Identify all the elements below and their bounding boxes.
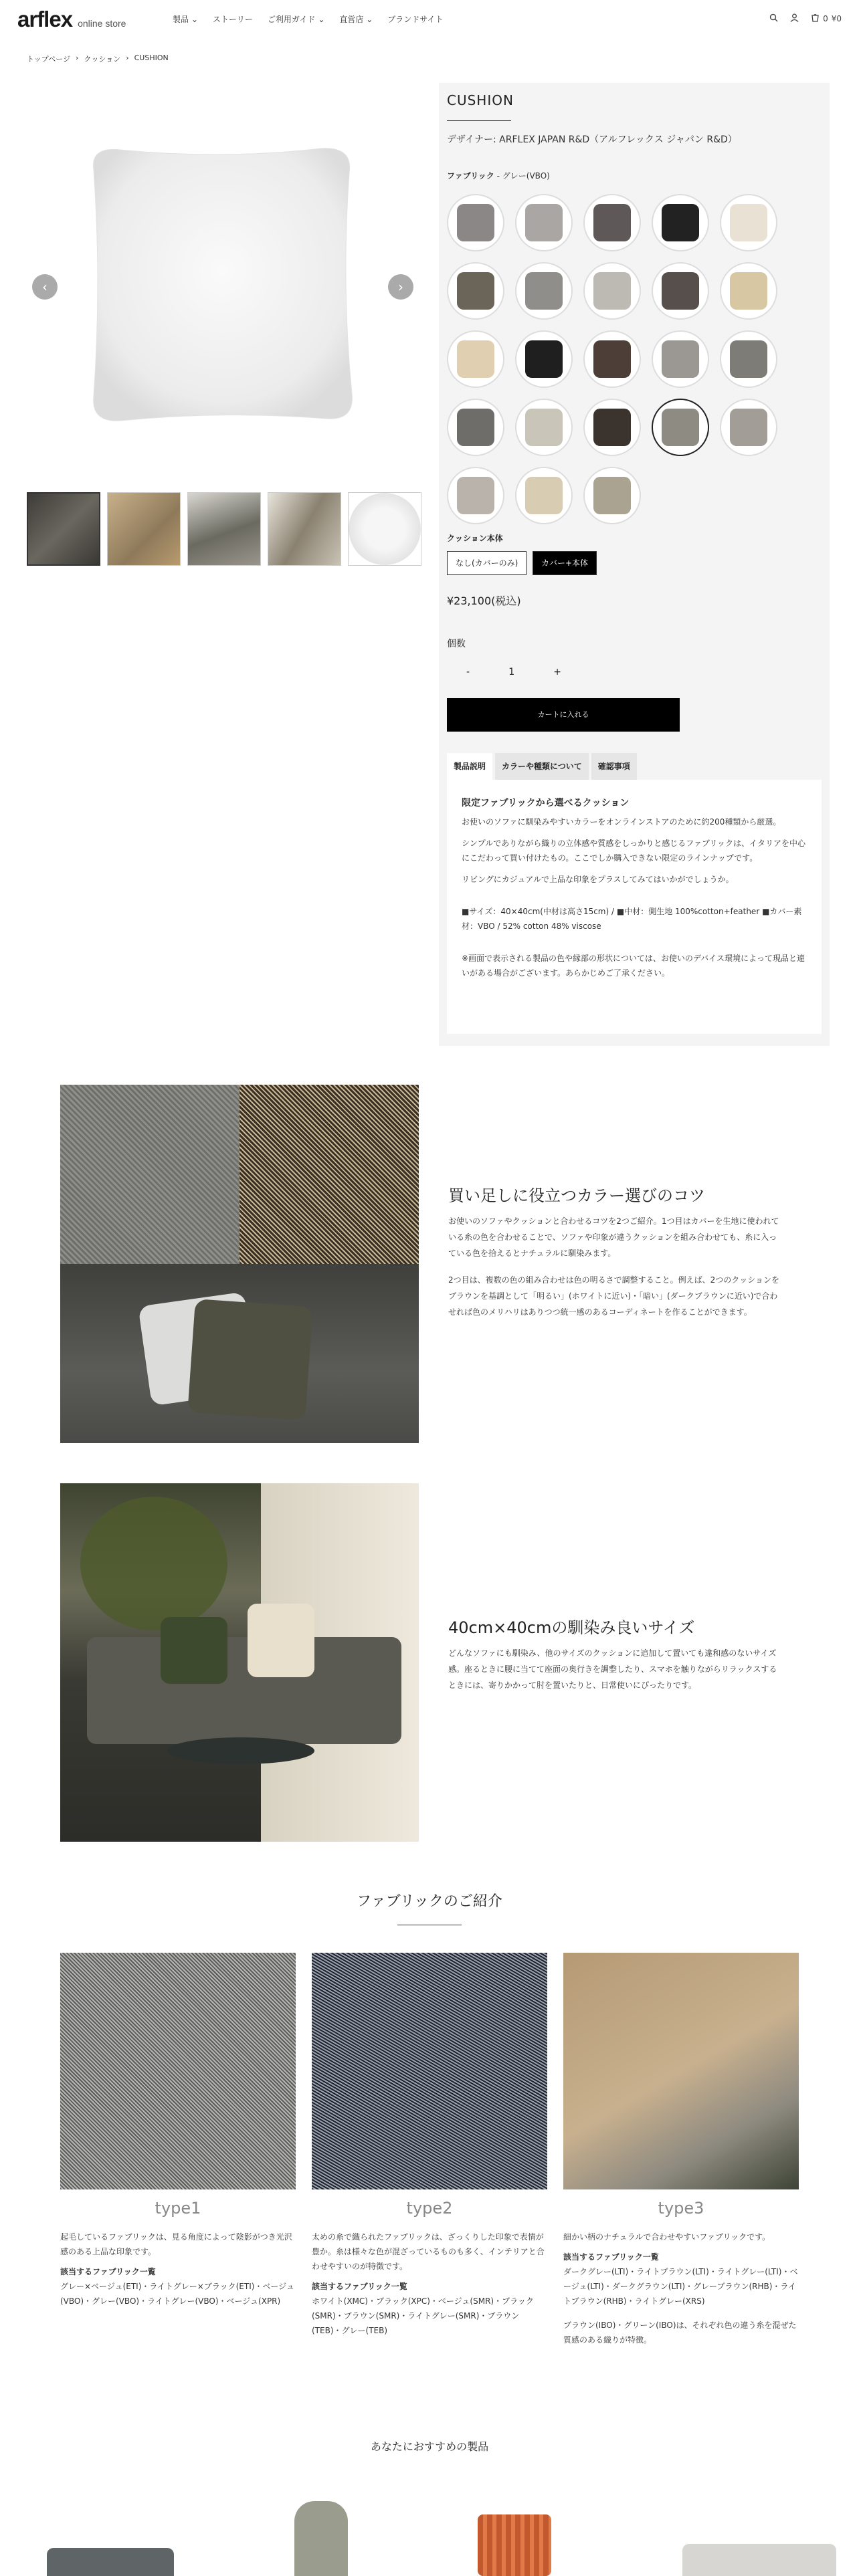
fabric-swatch-chip [525,409,563,446]
quantity-value[interactable]: 1 [508,667,515,677]
breadcrumb-cushion[interactable]: クッション [84,55,121,64]
description-paragraph: お使いのソファに馴染みやすいカラーをオンラインストアのために約200種類から厳選。 [462,817,781,827]
fabric-swatch[interactable] [515,330,573,388]
fabric-type2-name: type2 [406,2199,453,2218]
product-panel [439,83,830,1046]
fabric-swatch-chip [525,272,563,310]
gallery-next-button[interactable]: › [388,274,413,300]
cart-count: 0 [823,14,828,23]
description-paragraph: リビングにカジュアルで上品な印象をプラスしてみてはいかがでしょうか。 [462,875,734,884]
add-to-cart-button[interactable]: カートに入れる [447,698,680,732]
fabric-swatch-chip [593,409,631,446]
search-icon[interactable] [769,13,778,24]
sofa [87,1637,401,1744]
fabric-swatch[interactable] [447,467,504,524]
fabric-selected-value: - グレー(VBO) [496,171,550,181]
fabric-swatch[interactable] [515,194,573,251]
nav-item-brand-site[interactable]: ブランドサイト [387,15,444,24]
fabric-swatch-chip [730,272,767,310]
main-product-image [27,83,419,484]
fabric-swatch-chip [593,477,631,514]
fabric-swatch-chip [662,340,699,378]
fabric-swatch-chip [730,340,767,378]
fabric-swatch-chip [457,204,494,241]
cart-total: ¥0 [831,14,842,23]
fabric-intro-title: ファブリックのご紹介 [357,1893,502,1910]
fabric-label [447,170,550,181]
fabric-swatch[interactable] [583,467,641,524]
thumbnail[interactable] [107,492,181,566]
fabric-swatch[interactable] [447,194,504,251]
fabric-swatch-chip [662,409,699,446]
recommended-chair-orange[interactable] [478,2514,551,2576]
fabric-swatch[interactable] [583,262,641,320]
gallery-prev-button[interactable]: ‹ [32,274,58,300]
fabric-list-label: 該当するファブリック一覧 [60,2267,156,2276]
recommended-sofa-gray[interactable] [47,2548,174,2576]
section1-text [448,1188,783,1320]
logo-wordmark: arflex [17,7,73,31]
fabric-list-label: 該当するファブリック一覧 [312,2282,407,2291]
fabric-closeup-brown [240,1085,419,1264]
logo[interactable] [17,7,126,32]
fabric-type-description: 細かい柄のナチュラルで合わせやすいファブリックです。 [563,2232,771,2242]
fabric-swatch[interactable] [720,262,777,320]
tab-description[interactable]: 製品説明 [447,753,492,780]
description-panel [447,780,822,1034]
fabric-swatch-chip [662,272,699,310]
fabric-swatch[interactable] [447,330,504,388]
fabric-label-text: ファブリック [447,171,494,181]
recommended-sofa-white[interactable] [682,2544,836,2576]
fabric-list: ダークグレー(LTI)・ライトブラウン(LTI)・ライトグレー(LTI)・ベージュ(LTI)・ダークグラウン(LTI)・グレーブラウン(RHB)・ライトブラウン(RHB)・ライトグレー(XRS) [563,2267,798,2306]
tab-colors[interactable]: カラーや種類について [495,753,589,780]
breadcrumb-top[interactable]: トップページ [27,55,71,64]
fabric-type-description: 太めの糸で織られたファブリックは、ざっくりした印象で表情が豊か。糸は様々な色が混ざっているものも多く、インテリアと合わせやすいのが特徴です。 [312,2232,545,2271]
account-icon[interactable] [790,13,799,24]
fabric-swatch-chip [593,340,631,378]
fabric-swatch-chip [593,204,631,241]
nav-item-story[interactable]: ストーリー [212,15,253,24]
quantity-plus-button[interactable]: + [553,667,561,677]
quantity-minus-button[interactable]: - [466,667,470,677]
fabric-swatch[interactable] [583,399,641,456]
fabric-closeup-gray [60,1085,240,1264]
fabric-swatch[interactable] [720,399,777,456]
logo-subtitle: online store [78,18,126,29]
section2-paragraph: どんなソファにも馴染み、他のサイズのクッションに追加して置いても違和感のないサイズ感。座るときに腰に当てて座面の奥行きを調整したり、スマホを触りながらリラックスするときには、寄りかかって肘を置いたりと、日常使いにぴったりです。 [448,1648,777,1690]
breadcrumb [27,53,169,64]
fabric-swatch-chip [457,272,494,310]
fabric-swatch-chip [457,477,494,514]
header-icons [769,13,842,24]
option-cover-only[interactable]: なし(カバーのみ) [447,551,527,575]
section1-paragraph: お使いのソファやクッションと合わせるコツを2つご紹介。1つ目はカバーを生地に使われている糸の色を合わせることで、ソファや印象が違うクッションを組み合わせても、糸に入っている色を拾えるとナチュラルに馴染みます。 [448,1216,779,1258]
fabric-swatch-chip [525,204,563,241]
fabric-swatch[interactable] [720,330,777,388]
fabric-list: グレー×ベージュ(ETI)・ライトグレー×ブラック(ETI)・ベージュ(VBO)・グレー(VBO)・ライトグレー(VBO)・ベージュ(XPR) [60,2282,294,2306]
breadcrumb-separator: › [126,53,129,62]
fabric-swatch[interactable] [652,330,709,388]
main-nav [173,13,443,25]
gallery-thumbnails [27,492,421,566]
fabric-extra-note: ブラウン(IBO)・グリーン(IBO)は、それぞれ色の違う糸を混ぜた質感のある織りが特徴。 [563,2321,797,2345]
thumbnail[interactable] [268,492,341,566]
fabric-swatch[interactable] [515,467,573,524]
thumbnail[interactable] [187,492,261,566]
tab-notes[interactable]: 確認事項 [591,753,637,780]
fabric-swatch[interactable] [583,330,641,388]
side-table [167,1737,314,1764]
cart-icon [811,13,820,24]
title-divider [447,120,511,121]
description-paragraph: シンプルでありながら織りの立体感や質感をしっかりと感じるファブリックは、イタリアを中心にこだわって買い付けたもの。ここでしか購入できない限定のラインナップです。 [462,839,806,863]
nav-item-products[interactable]: 製品 ⌄ [173,15,198,24]
recommended-products [0,2474,859,2576]
thumbnail[interactable] [27,492,100,566]
green-cushion [161,1617,227,1684]
fabric-swatch-chip [525,340,563,378]
plant [80,1497,227,1630]
description-specs: ■サイズ：40×40cm(中材は高さ15cm) / ■中材：側生地 100%cotton+feather ■カバー素材：VBO / 52% cotton 48% viscose [462,907,802,931]
fabric-swatch-chip [662,204,699,241]
beige-cushion [248,1604,314,1677]
fabric-swatch[interactable] [652,399,709,456]
fabric-swatch-chip [593,272,631,310]
fabric-swatch-chip [457,340,494,378]
nav-item-stores[interactable]: 直営店 ⌄ [339,15,373,24]
section1-title: 買い足しに役立つカラー選びのコツ [448,1186,705,1205]
fabric-swatch[interactable] [652,262,709,320]
section1-paragraph: 2つ目は、複数の色の組み合わせは色の明るさで調整すること。例えば、2つのクッションをブラウンを基調として「明るい」(ホワイトに近い)・「暗い」(ダークブラウンに近い)で合わせれば色のメリハリはありつつ統一感のあるコーディネートを作ることができます。 [448,1275,780,1317]
price: ¥23,100(税込) [447,595,521,607]
description-disclaimer: ※画面で表示される製品の色や縁部の形状については、お使いのデバイス環境によって現品と違いがある場合がございます。あらかじめご了承ください。 [462,954,805,978]
recommend-title: あなたにおすすめの製品 [370,2440,489,2453]
nav-item-guide[interactable]: ご利用ガイド ⌄ [267,15,325,24]
section1-image [60,1085,419,1443]
fabric-type3-text [563,2230,799,2347]
fabric-type2-image [312,1953,547,2189]
fabric-type3-name: type3 [658,2199,704,2218]
description-title: 限定ファブリックから選べるクッション [462,798,630,809]
fabric-swatch-chip [457,409,494,446]
fabric-list-label: 該当するファブリック一覧 [563,2252,659,2262]
designer: デザイナー: ARFLEX JAPAN R&D（アルフレックス ジャパン R&D） [447,134,737,145]
fabric-list: ホワイト(XMC)・ブラック(XPC)・ベージュ(SMR)・ブラック(SMR)・ブラウン(SMR)・ライトグレー(SMR)・ブラウン(TEB)・グレー(TEB) [312,2296,534,2335]
fabric-type1-name: type1 [155,2199,201,2218]
fabric-type1-text [60,2230,296,2309]
fabric-swatch[interactable] [652,194,709,251]
fabric-type-description: 起毛しているファブリックは、見る角度によって陰影がつき光沢感のある上品な印象です。 [60,2232,292,2256]
fabric-type1-image [60,1953,296,2189]
fabric-swatch[interactable] [583,194,641,251]
fabric-swatch[interactable] [447,399,504,456]
product-tabs [447,753,637,780]
cushions-on-sofa-photo [60,1264,419,1443]
fabric-swatch[interactable] [447,262,504,320]
product-gallery [27,83,419,484]
fabric-swatch[interactable] [515,399,573,456]
quantity-stepper [447,659,581,685]
fabric-type3-image [563,1953,799,2189]
breadcrumb-current: CUSHION [134,53,169,62]
section2-title: 40cm×40cmの馴染み良いサイズ [448,1618,695,1637]
quantity-label: 個数 [447,639,466,649]
section2-image [60,1483,419,1842]
product-title: CUSHION [447,92,514,108]
thumbnail[interactable] [348,492,421,566]
fabric-swatch-chip [730,204,767,241]
fabric-type2-text [312,2230,547,2338]
option-cover-with-body[interactable]: カバー+本体 [533,551,597,575]
fabric-swatch[interactable] [720,194,777,251]
fabric-swatch-chip [525,477,563,514]
breadcrumb-separator: › [76,53,79,62]
recommended-chair-green[interactable] [294,2501,348,2576]
section2-text [448,1620,783,1693]
fabric-swatch-chip [730,409,767,446]
body-option-label: クッション本体 [447,534,503,543]
olive-cushion [187,1299,312,1420]
fabric-swatch[interactable] [515,262,573,320]
site-header [0,0,859,39]
cart-button[interactable] [811,13,842,24]
